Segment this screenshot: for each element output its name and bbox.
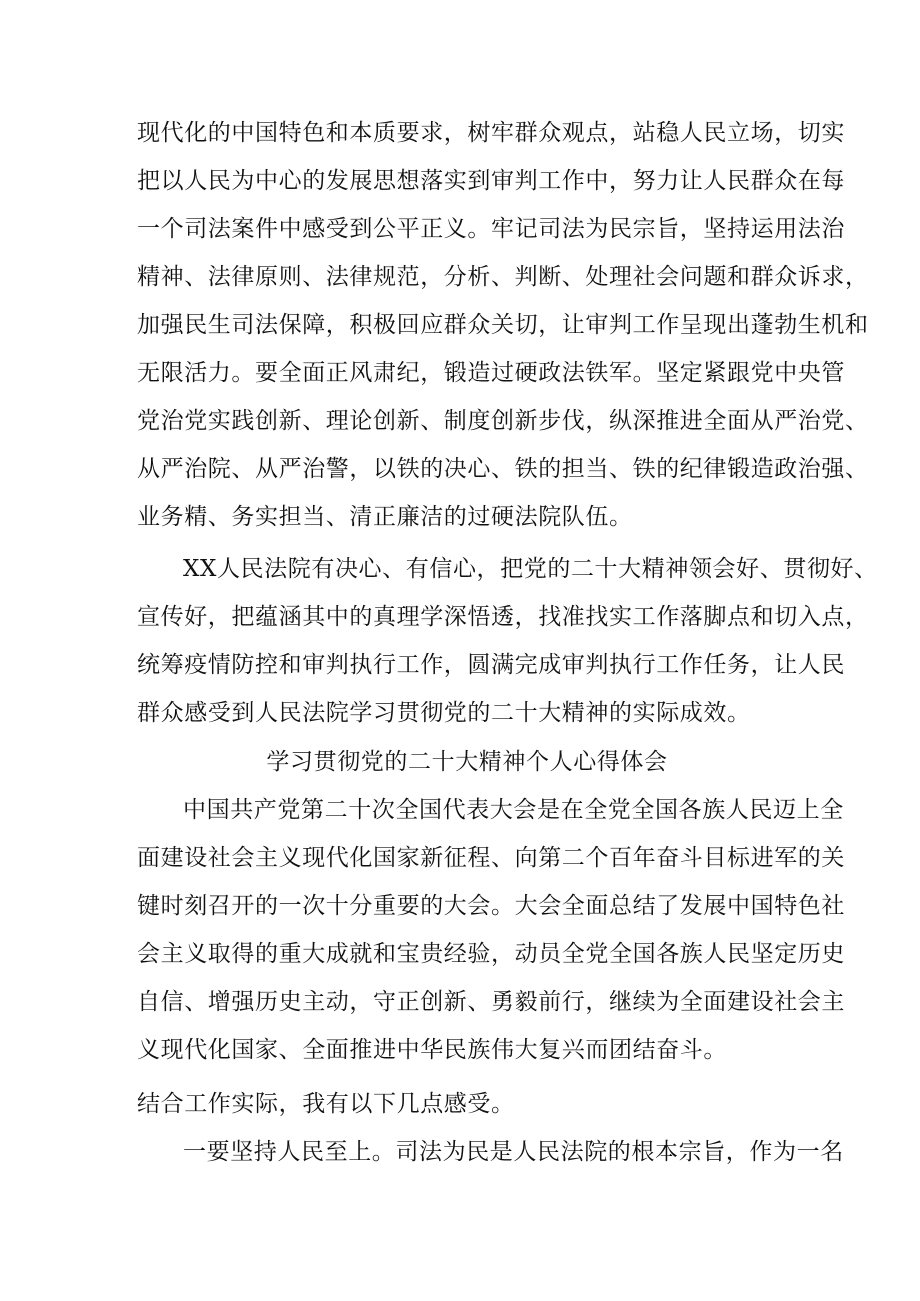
paragraph-line: 把以人民为中心的发展思想落实到审判工作中，努力让人民群众在每 — [137, 168, 845, 194]
paragraph-line: 面建设社会主义现代化国家新征程、向第二个百年奋斗目标进军的关 — [137, 845, 845, 871]
paragraph-line: 精神、法律原则、法律规范，分析、判断、处理社会问题和群众诉求， — [137, 264, 869, 290]
paragraph-line: 业务精、务实担当、清正廉洁的过硬法院队伍。 — [137, 504, 633, 530]
paragraph-line: 义现代化国家、全面推进中华民族伟大复兴而团结奋斗。 — [137, 1037, 727, 1063]
paragraph-line: 从严治院、从严治警，以铁的决心、铁的担当、铁的纪律锻造政治强、 — [137, 456, 869, 482]
paragraph-3 — [137, 786, 845, 1074]
paragraph-line: 统筹疫情防控和审判执行工作，圆满完成审判执行工作任务，让人民 — [137, 652, 845, 678]
paragraph-line: 中国共产党第二十次全国代表大会是在全党全国各族人民迈上全 — [183, 797, 844, 823]
paragraph-line: 一个司法案件中感受到公平正义。牢记司法为民宗旨，坚持运用法治 — [137, 216, 845, 242]
paragraph-line: XX人民法院有决心、有信心，把党的二十大精神领会好、贯彻好、 — [183, 556, 878, 582]
paragraph-line: 宣传好，把蕴涵其中的真理学深悟透，找准找实工作落脚点和切入点， — [137, 604, 869, 630]
paragraph-line: 自信、增强历史主动，守正创新、勇毅前行，继续为全面建设社会主 — [137, 989, 845, 1015]
section-heading — [137, 738, 797, 786]
paragraph-line: 群众感受到人民法院学习贯彻党的二十大精神的实际成效。 — [137, 700, 751, 726]
paragraph-line: 会主义取得的重大成就和宝贵经验，动员全党全国各族人民坚定历史 — [137, 941, 845, 967]
paragraph-line: 一要坚持人民至上。司法为民是人民法院的根本宗旨，作为一名 — [183, 1139, 844, 1165]
paragraph-line: 键时刻召开的一次十分重要的大会。大会全面总结了发展中国特色社 — [137, 893, 845, 919]
paragraph-5 — [137, 1128, 844, 1176]
paragraph-1 — [137, 109, 869, 541]
paragraph-line: 加强民生司法保障，积极回应群众关切，让审判工作呈现出蓬勃生机和 — [137, 312, 869, 338]
paragraph-line: 结合工作实际，我有以下几点感受。 — [137, 1091, 515, 1117]
heading-text: 学习贯彻党的二十大精神个人心得体会 — [266, 749, 668, 775]
paragraph-line: 现代化的中国特色和本质要求，树牢群众观点，站稳人民立场，切实 — [137, 120, 845, 146]
paragraph-line: 无限活力。要全面正风肃纪，锻造过硬政法铁军。坚定紧跟党中央管 — [137, 360, 845, 386]
paragraph-line: 党治党实践创新、理论创新、制度创新步伐，纵深推进全面从严治党、 — [137, 408, 869, 434]
paragraph-2 — [137, 545, 878, 737]
paragraph-4 — [137, 1080, 797, 1128]
